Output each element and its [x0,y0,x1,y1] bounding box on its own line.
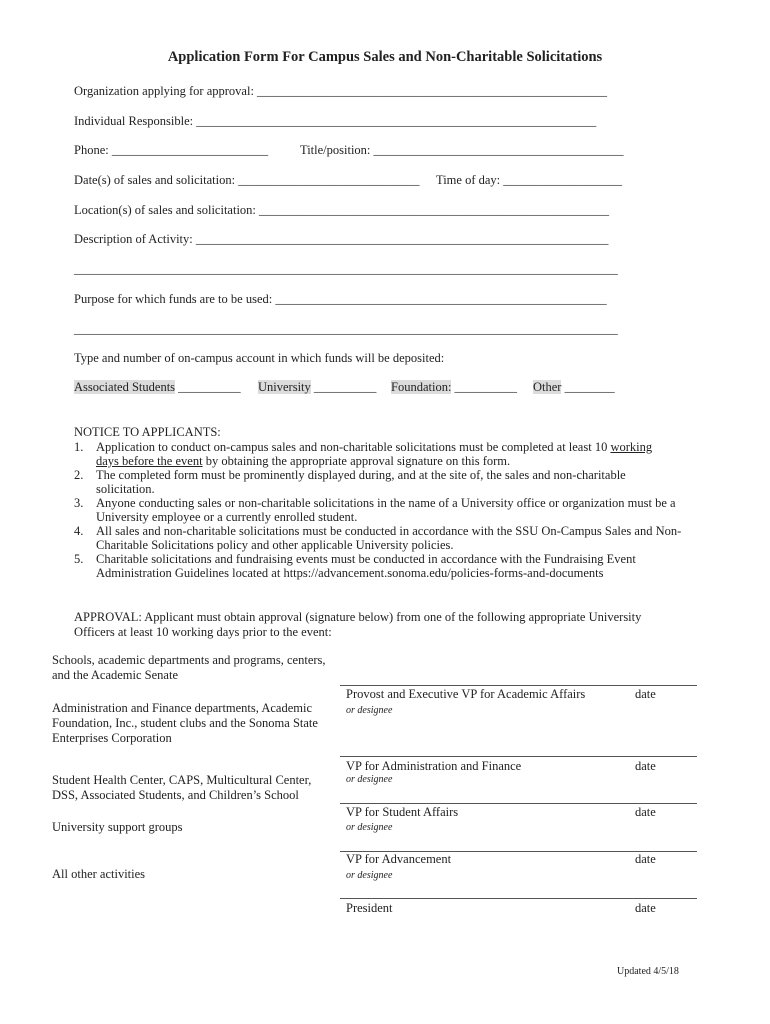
associated-students-blank[interactable]: __________ [175,380,241,394]
purpose-field[interactable]: Purpose for which funds are to be used: _____________________________________________________ [74,292,607,306]
notice-list [74,440,684,580]
notice-heading: NOTICE TO APPLICANTS: [74,425,221,439]
notice-num: 4. [74,524,84,538]
signer-vp-student-affairs: VP for Student Affairs [346,805,459,819]
notice-text: by obtaining the appropriate approval signature on this form. [202,454,511,468]
notice-item-2 [74,468,684,496]
notice-underline-days: days before the event [96,454,203,468]
notice-num: 5. [74,552,84,566]
category-academic: Schools, academic departments and programs, centers, and the Academic Senate [52,653,326,682]
form-title: Application Form For Campus Sales and Non-Charitable Solicitations [167,49,603,65]
time-of-day-field[interactable]: Time of day: ___________________ [436,173,622,187]
purpose-line-2[interactable]: _______________________________________________________________________________________ [74,322,618,336]
notice-item-3 [74,496,684,524]
other-blank[interactable]: ________ [561,380,615,394]
individual-responsible-field[interactable]: Individual Responsible: ________________________________________________________________ [74,114,597,128]
signer-vp-admin-finance: VP for Administration and Finance [346,759,522,773]
signature-line[interactable] [340,685,697,686]
notice-text: Application to conduct on-campus sales and non-charitable solicitations must be completed at least 10 [96,440,611,454]
notice-item-1 [74,440,684,468]
designee-label: or designee [346,870,393,881]
university-label: University [258,380,311,394]
signature-line[interactable] [340,803,697,804]
date-label: date [635,759,656,773]
other-label: Other [533,380,562,394]
associated-students-label: Associated Students [74,380,176,394]
signature-line[interactable] [340,898,697,899]
category-support-groups: University support groups [52,820,183,834]
date-label: date [635,687,656,701]
account-other[interactable] [533,380,615,394]
organization-field[interactable]: Organization applying for approval: ________________________________________________________ [74,84,608,98]
title-position-field[interactable]: Title/position: ________________________________________ [300,143,624,157]
notice-num: 1. [74,440,84,454]
university-blank[interactable]: __________ [310,380,377,394]
designee-label: or designee [346,822,393,833]
category-administration: Administration and Finance departments, Academic Foundation, Inc., student clubs and the Sonoma State Enterprises Corporation [52,701,318,745]
signer-provost: Provost and Executive VP for Academic Affairs [346,687,586,701]
account-university[interactable] [258,380,376,394]
category-student-services: Student Health Center, CAPS, Multicultural Center, DSS, Associated Students, and Children’s School [52,773,312,802]
phone-field[interactable]: Phone: _________________________ [74,143,269,157]
dates-field[interactable]: Date(s) of sales and solicitation: _____________________________ [74,173,420,187]
account-question: Type and number of on-campus account in which funds will be deposited: [74,351,445,365]
date-label: date [635,805,656,819]
notice-text: The completed form must be prominently displayed during, and at the site of, the sales and non-charitable solicitation. [96,468,626,496]
category-other: All other activities [52,867,146,881]
updated-date: Updated 4/5/18 [617,966,679,977]
account-foundation[interactable] [391,380,517,394]
signature-line[interactable] [340,756,697,757]
notice-num: 2. [74,468,84,482]
foundation-blank[interactable]: __________ [451,380,518,394]
notice-num: 3. [74,496,84,510]
designee-label: or designee [346,774,393,785]
notice-item-4 [74,524,684,552]
signer-vp-advancement: VP for Advancement [346,852,452,866]
description-field[interactable]: Description of Activity: __________________________________________________________________ [74,232,609,246]
locations-field[interactable]: Location(s) of sales and solicitation: ________________________________________________________ [74,203,610,217]
notice-item-5 [74,552,684,580]
description-line-2[interactable]: _______________________________________________________________________________________ [74,262,618,276]
notice-text: All sales and non-charitable solicitations must be conducted in accordance with the SSU On-Campus Sales and Non-Charitable Solicitations policy and other applicable University policies. [96,524,682,552]
account-associated-students[interactable] [74,380,241,394]
date-label: date [635,901,656,915]
notice-text: Charitable solicitations and fundraising events must be conducted in accordance with the Fundraising Event Administration Guidelines located at https://advancement.sonoma.edu/policies-forms-and-documents [96,552,636,580]
notice-underline-working: working [610,440,653,454]
date-label: date [635,852,656,866]
approval-paragraph: APPROVAL: Applicant must obtain approval (signature below) from one of the following appropriate University Officers at least 10 working days prior to the event: [74,610,642,639]
foundation-label: Foundation: [391,380,452,394]
signer-president: President [346,901,393,915]
designee-label: or designee [346,705,393,716]
notice-text: Anyone conducting sales or non-charitable solicitations in the name of a University office or organization must be a University employee or a currently enrolled student. [96,496,676,524]
